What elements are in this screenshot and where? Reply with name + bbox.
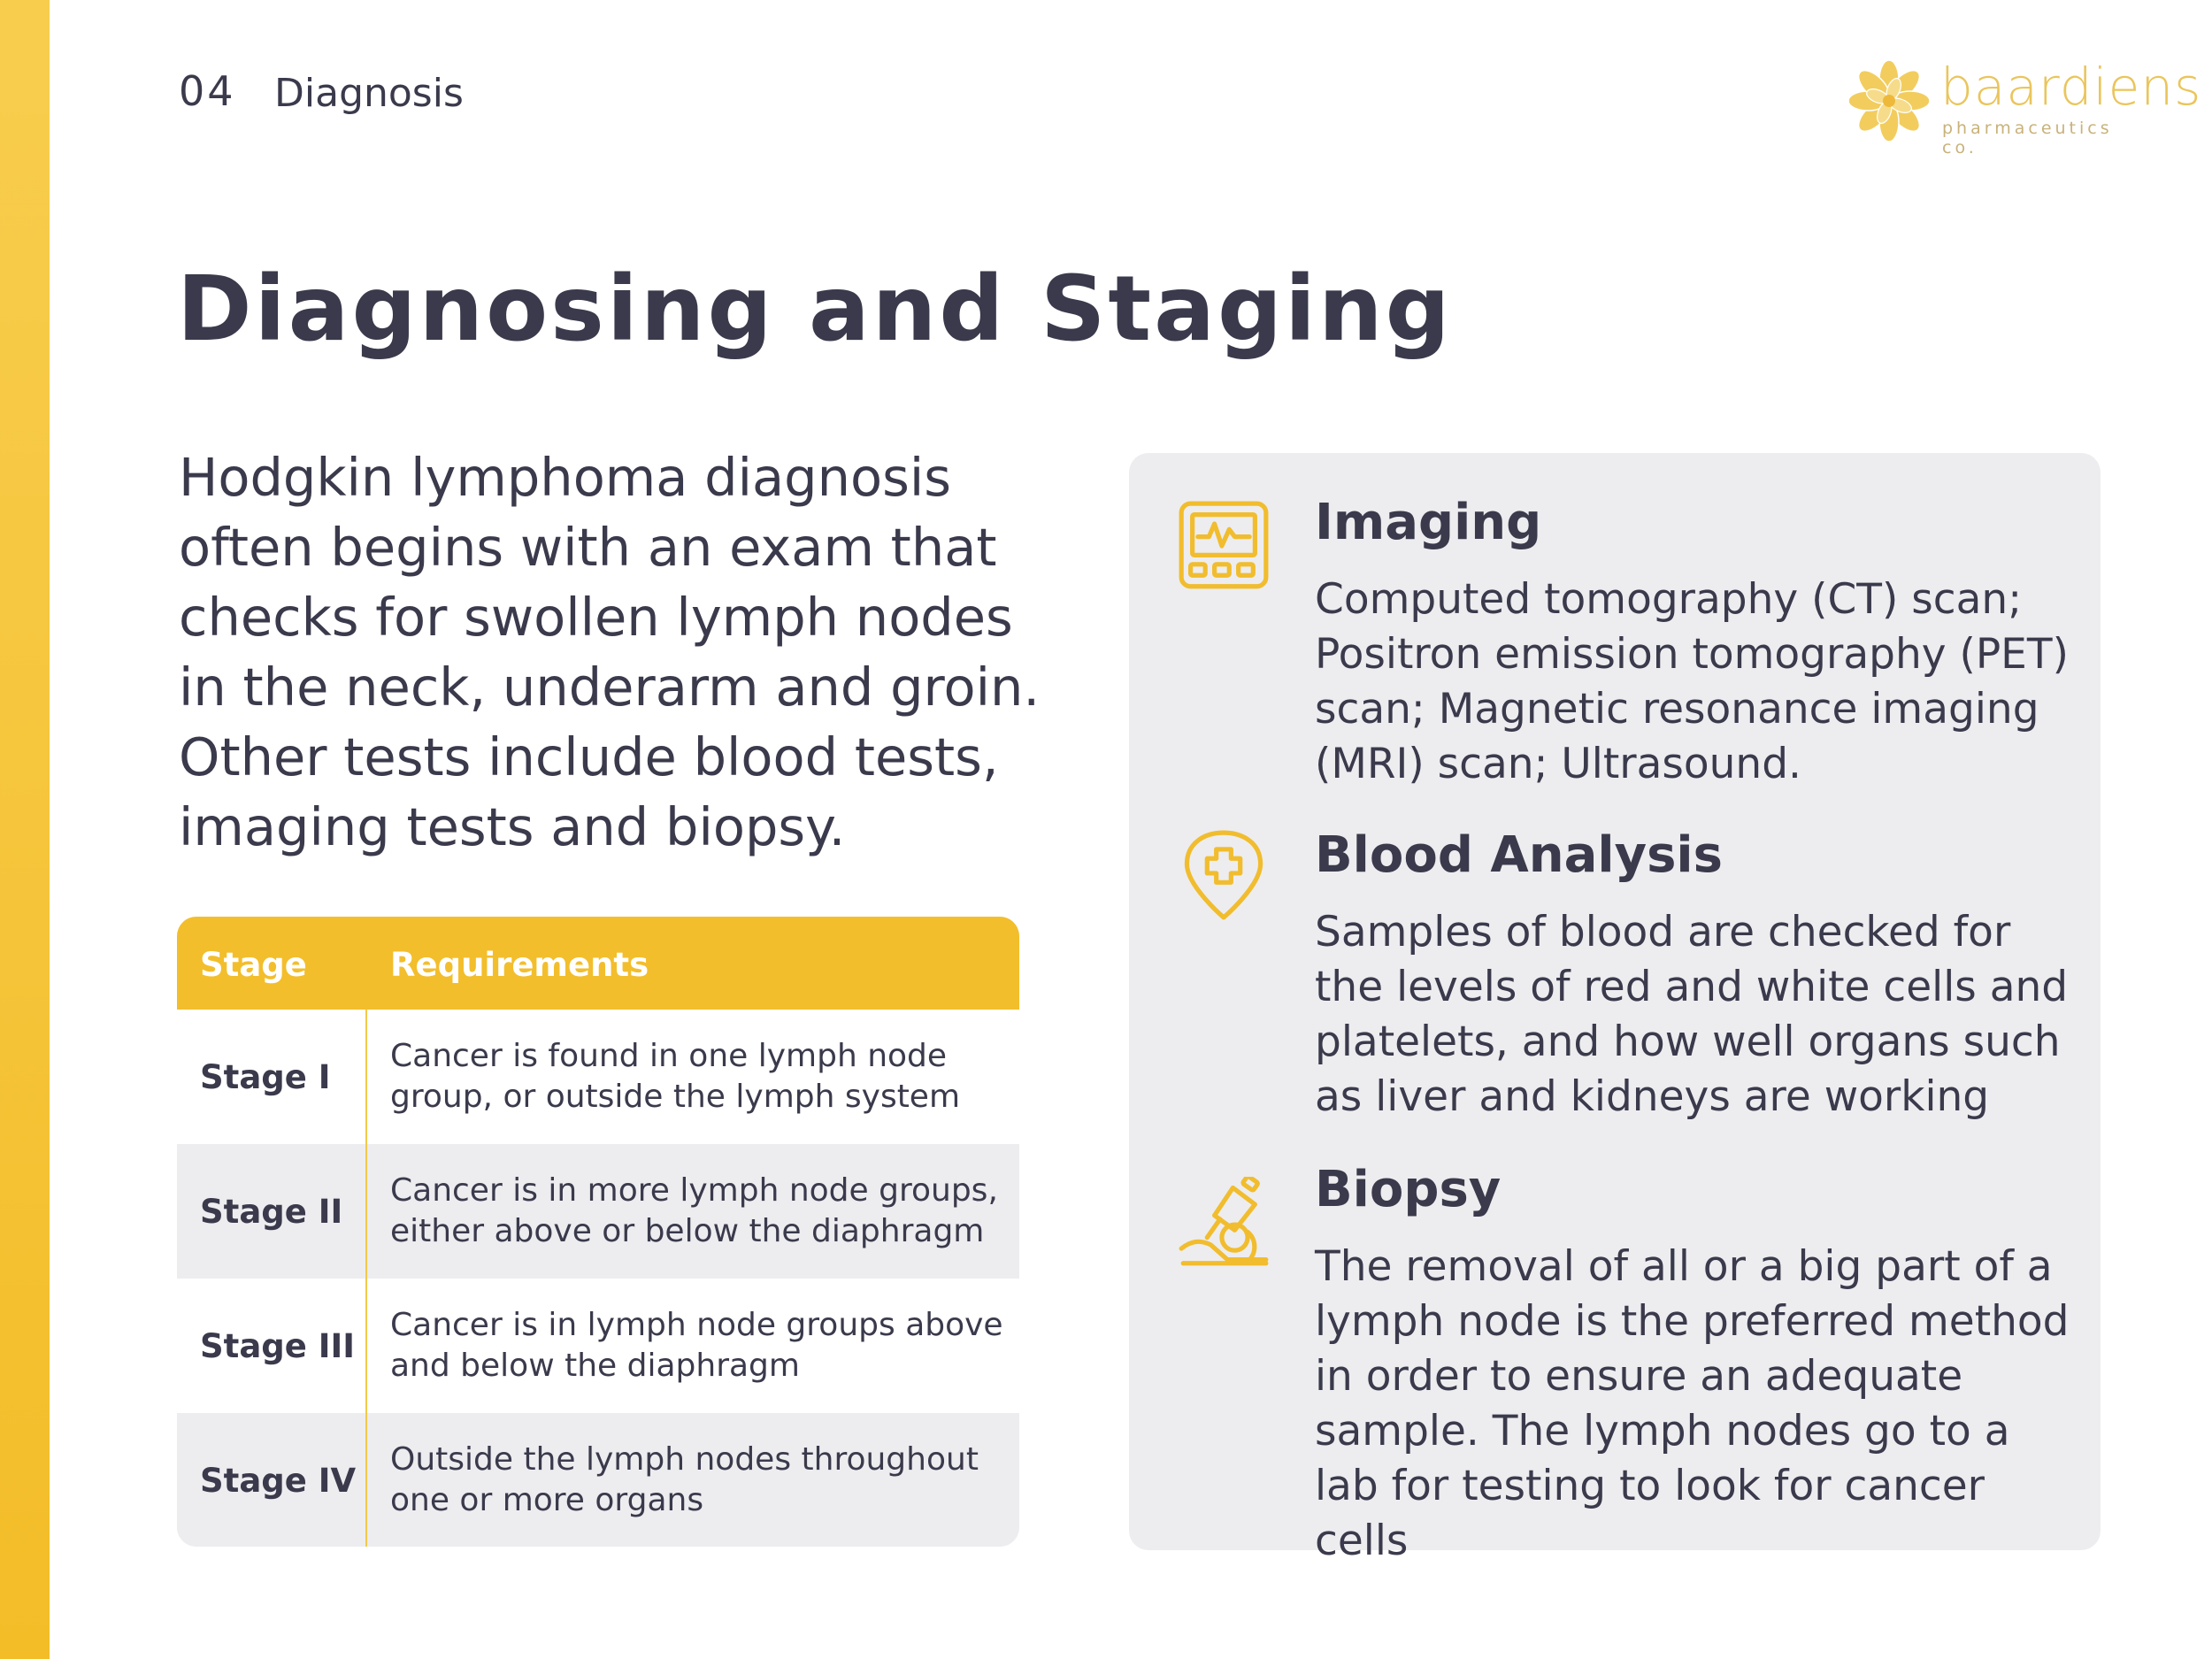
- table-row: [177, 1144, 1019, 1279]
- intro-paragraph: Hodgkin lymphoma diagnosis often begins with an exam that checks for swollen lymph nodes in the neck, underarm and groin. Other tests include blood tests, imaging tests and biopsy.: [179, 447, 1041, 857]
- imaging-title: Imaging: [1315, 494, 1542, 551]
- stage-table: [177, 917, 1019, 1547]
- logo-tagline: pharmaceutics co.: [1942, 119, 2113, 157]
- table-cell-requirement: Cancer is found in one lymph node group, or outside the lymph system: [390, 1038, 961, 1115]
- table-cell-stage: Stage II: [200, 1192, 343, 1231]
- diagnostic-methods-panel: [1129, 453, 2101, 1565]
- table-row: [177, 1010, 1019, 1144]
- table-cell-stage: Stage III: [200, 1326, 356, 1365]
- table-cell-stage: Stage I: [200, 1057, 331, 1096]
- table-row: [177, 1413, 1019, 1547]
- column-divider: [365, 1010, 367, 1547]
- biopsy-title: Biopsy: [1315, 1161, 1502, 1218]
- table-header: [177, 917, 1019, 1010]
- monitor-icon: [1178, 500, 1270, 592]
- section-label: Diagnosis: [274, 71, 464, 116]
- table-cell-requirement: Outside the lymph nodes throughout one or more organs: [390, 1441, 979, 1518]
- table-cell-stage: Stage IV: [200, 1461, 357, 1500]
- logo-name: baardiens: [1940, 57, 2202, 117]
- table-header-stage: Stage: [200, 946, 307, 984]
- page-title: Diagnosing and Staging: [177, 257, 1453, 362]
- blood-analysis-text: Samples of blood are checked for the levels of red and white cells and platelets, and how well organs such as liver and kidneys are working: [1315, 908, 2069, 1121]
- flower-logo-icon: [1845, 57, 1933, 145]
- section-number: 04: [179, 67, 236, 115]
- accent-side-bar: [0, 0, 50, 1659]
- medical-pin-icon: [1178, 829, 1270, 921]
- imaging-text: Computed tomography (CT) scan; Positron emission tomography (PET) scan; Magnetic resonance imaging (MRI) scan; Ultrasound.: [1315, 575, 2069, 788]
- logo: [1845, 57, 2202, 157]
- table-header-requirements: Requirements: [390, 946, 649, 984]
- table-row: [177, 1279, 1019, 1413]
- table-cell-requirement: Cancer is in lymph node groups above and below the diaphragm: [390, 1307, 1003, 1384]
- table-cell-requirement: Cancer is in more lymph node groups, either above or below the diaphragm: [390, 1172, 998, 1249]
- blood-analysis-title: Blood Analysis: [1315, 826, 1723, 884]
- biopsy-text: The removal of all or a big part of a lymph node is the preferred method in order to ensure an adequate sample. The lymph nodes go to a lab for testing to look for cancer cells: [1315, 1242, 2070, 1565]
- microscope-icon: [1178, 1177, 1270, 1269]
